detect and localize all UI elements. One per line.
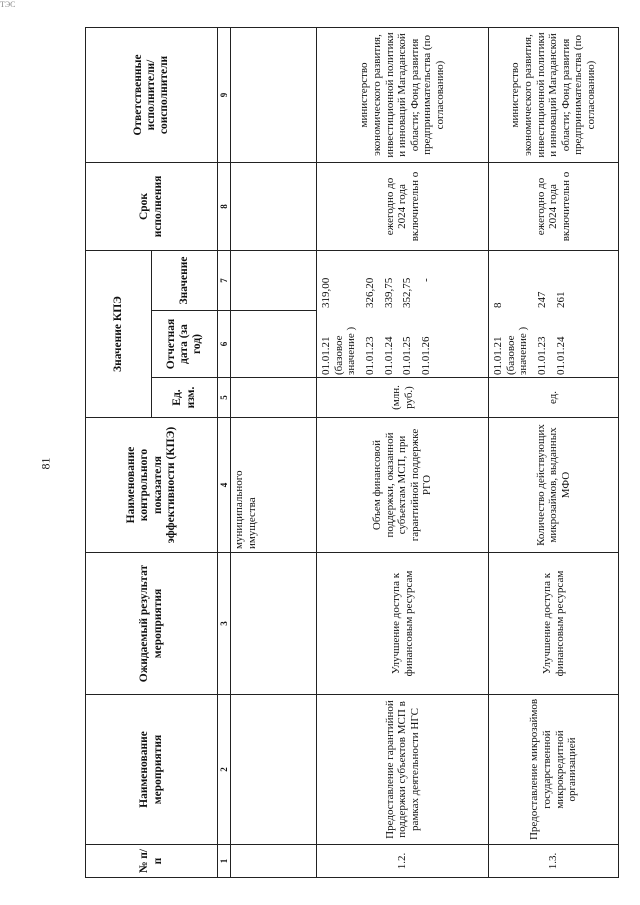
- value-pair: [489, 250, 533, 377]
- value-pair: [398, 250, 417, 377]
- table-row: [489, 27, 619, 877]
- value-date: 01.01.25: [401, 336, 414, 375]
- row-name: Предоставление гарантийной поддержки субъектов МСП в рамках деятельности НГС: [317, 695, 489, 845]
- col-number: 7: [218, 250, 231, 310]
- row-result: Улучшение доступа к финансовым ресурсам: [317, 553, 489, 695]
- row-unit: ед.: [489, 378, 619, 418]
- header-kpi-value: Значение КПЭ: [86, 250, 152, 417]
- value-pair: [317, 250, 361, 377]
- row-responsible: [231, 27, 317, 162]
- col-number: 3: [218, 553, 231, 695]
- row-values-cell: [317, 250, 489, 377]
- row-report-date: [231, 311, 317, 378]
- col-number: 6: [218, 311, 231, 378]
- header-deadline: Срок исполнения: [86, 162, 218, 250]
- value-date: 01.01.23: [363, 336, 376, 375]
- row-value: [231, 250, 317, 310]
- value-number: 352,75: [401, 277, 414, 308]
- col-number: 2: [218, 695, 231, 845]
- col-number: 4: [218, 418, 231, 553]
- table-row: [317, 27, 489, 877]
- page-number: 81: [38, 457, 53, 470]
- value-number: 319,00: [320, 277, 332, 308]
- value-date: 01.01.24: [382, 336, 395, 375]
- value-date: 01.01.23: [535, 336, 548, 375]
- row-unit: [231, 378, 317, 418]
- row-responsible: министерство экономического развития, инвестиционной политики и инноваций Магаданской области; Фонд развития предпринимательства (по согласованию): [317, 27, 489, 162]
- column-number-row: [218, 27, 231, 877]
- row-unit: (млн. руб.): [317, 378, 489, 418]
- header-value: Значение: [152, 250, 218, 310]
- row-num: 1.3.: [489, 845, 619, 878]
- header-unit: Ед. изм.: [152, 378, 218, 418]
- value-number: -: [419, 278, 432, 282]
- value-number: 339,75: [382, 277, 395, 308]
- value-date: 01.01.21 (базовое значение ): [492, 326, 530, 375]
- values-subtable: [317, 250, 435, 377]
- row-values-cell: [489, 250, 619, 377]
- value-pair: [380, 250, 399, 377]
- value-number: 8: [492, 302, 504, 308]
- values-subtable: [489, 250, 570, 377]
- col-number: 8: [218, 162, 231, 250]
- header-kpi-name: Наименование контрольного показателя эффективности (КПЭ): [86, 418, 218, 553]
- row-deadline: ежегодно до 2024 года включительн о: [489, 162, 619, 250]
- kpi-table: [85, 27, 619, 878]
- header-report-date: Отчетная дата (за год): [152, 311, 218, 378]
- row-responsible: министерство экономического развития, инвестиционной политики и инноваций Магаданской области; Фонд развития предпринимательства (по согласованию): [489, 27, 619, 162]
- value-date: 01.01.26: [419, 336, 432, 375]
- header-name: Наименование мероприятия: [86, 695, 218, 845]
- row-num: [231, 845, 317, 878]
- row-kpi-name: Объем финансовой поддержки, оказанной субъектам МСП, при гарантийной поддержке РГО: [317, 418, 489, 553]
- rotated-table-wrapper: [85, 28, 630, 878]
- value-date: 01.01.21 (базовое значение ): [320, 326, 358, 375]
- value-pair: [533, 250, 552, 377]
- value-pair: [361, 250, 380, 377]
- value-number: 326,20: [363, 277, 376, 308]
- row-result: Улучшение доступа к финансовым ресурсам: [489, 553, 619, 695]
- col-number: 5: [218, 378, 231, 418]
- row-result: [231, 553, 317, 695]
- table-row: [231, 27, 317, 877]
- row-kpi-name: муниципального имущества: [231, 418, 317, 553]
- value-number: 261: [554, 291, 567, 308]
- row-deadline: [231, 162, 317, 250]
- value-pair: [417, 250, 436, 377]
- col-number: 9: [218, 27, 231, 162]
- corner-mark: ТЭС: [0, 0, 16, 9]
- value-pair: [552, 250, 571, 377]
- row-kpi-name: Количество действующих микрозаймов, выданных МФО: [489, 418, 619, 553]
- row-deadline: ежегодно до 2024 года включительн о: [317, 162, 489, 250]
- row-name: [231, 695, 317, 845]
- row-num: 1.2.: [317, 845, 489, 878]
- header-responsible: Ответственные исполнители/ соисполнители: [86, 27, 218, 162]
- header-result: Ожидаемый результат мероприятия: [86, 553, 218, 695]
- value-date: 01.01.24: [554, 336, 567, 375]
- value-number: 247: [535, 291, 548, 308]
- row-name: Предоставление микрозаймов государственной микрокредитной организацией: [489, 695, 619, 845]
- header-num: № п/п: [86, 845, 218, 878]
- col-number: 1: [218, 845, 231, 878]
